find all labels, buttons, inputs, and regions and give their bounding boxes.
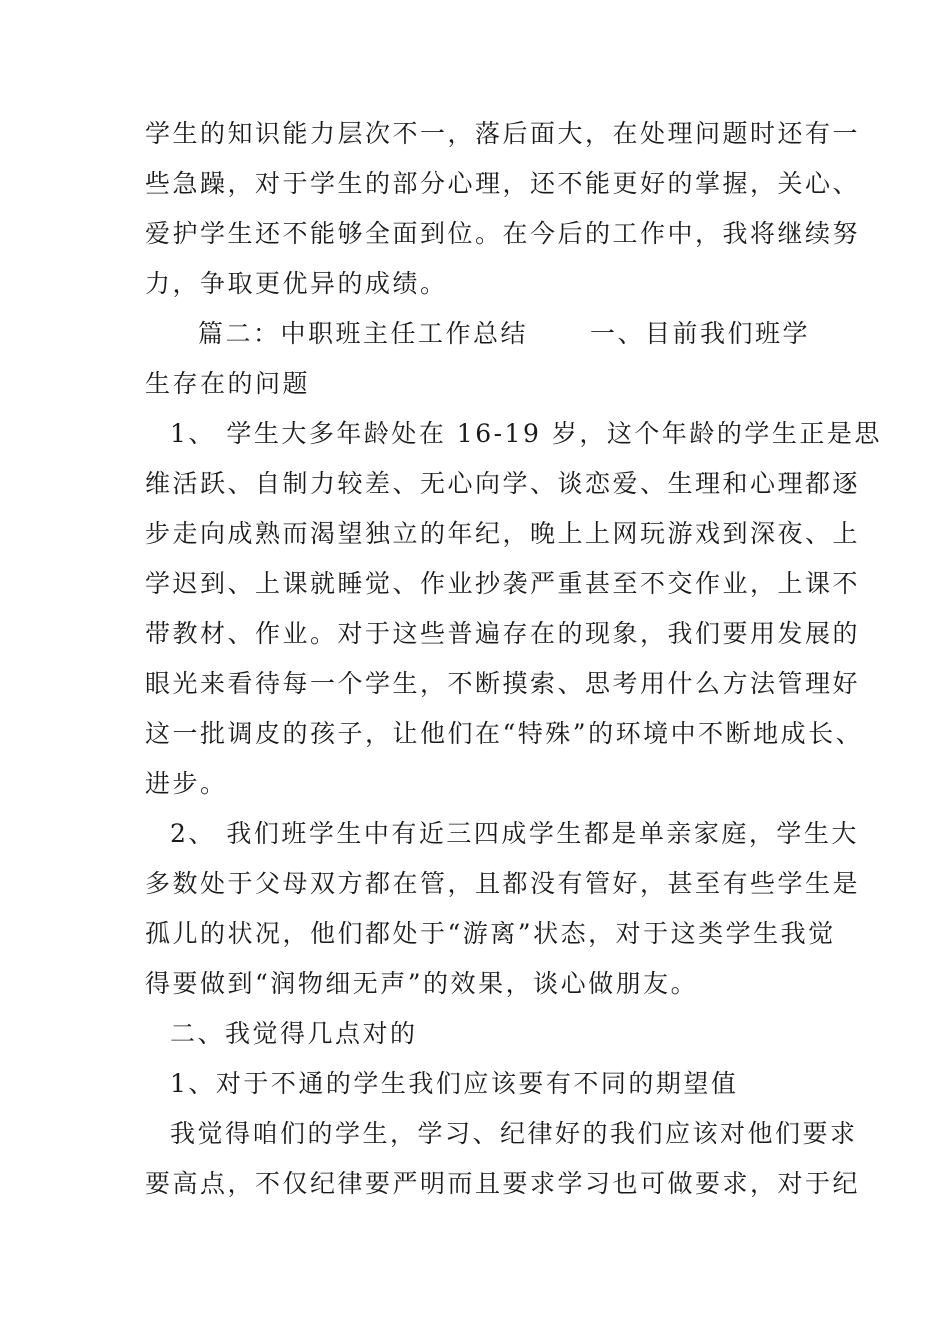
body-text <box>145 109 882 1209</box>
text-line: 生存在的问题 <box>145 369 311 398</box>
text-line: 要高点，不仅纪律要严明而且要求学习也可做要求，对于纪 <box>145 1169 861 1198</box>
section-title: 篇二：中职班主任工作总结 <box>198 319 529 348</box>
text-line: 孤儿的状况，他们都处于“游离”状态，对于这类学生我觉 <box>145 919 836 948</box>
text-line: 学生的知识能力层次不一，落后面大，在处理问题时还有一 <box>145 119 861 148</box>
text-line: 爱护学生还不能够全面到位。在今后的工作中，我将继续努 <box>145 219 861 248</box>
text-line: 我觉得咱们的学生，学习、纪律好的我们应该对他们要求 <box>170 1119 858 1148</box>
text-line: 些急躁，对于学生的部分心理，还不能更好的掌握，关心、 <box>145 169 861 198</box>
text-line: 2、 我们班学生中有近三四成学生都是单亲家庭，学生大 <box>170 819 859 848</box>
text-line: 维活跃、自制力较差、无心向学、谈恋爱、生理和心理都逐 <box>145 469 861 498</box>
text-line: 学迟到、上课就睡觉、作业抄袭严重甚至不交作业，上课不 <box>145 569 861 598</box>
text-line: 步走向成熟而渴望独立的年纪，晚上上网玩游戏到深夜、上 <box>145 519 861 548</box>
text-line: 进步。 <box>145 769 228 798</box>
text-line: 多数处于父母双方都在管，且都没有管好，甚至有些学生是 <box>145 869 861 898</box>
text-line: 带教材、作业。对于这些普遍存在的现象，我们要用发展的 <box>145 619 861 648</box>
section-heading-line <box>145 309 810 359</box>
text-line: 眼光来看待每一个学生，不断摸索、思考用什么方法管理好 <box>145 669 861 698</box>
text-line: 得要做到“润物细无声”的效果，谈心做朋友。 <box>145 969 699 998</box>
text-line: 这一批调皮的孩子，让他们在“特殊”的环境中不断地成长、 <box>145 719 864 748</box>
section-heading: 二、我觉得几点对的 <box>170 1019 418 1048</box>
subsection-heading: 1、对于不通的学生我们应该要有不同的期望值 <box>170 1069 739 1098</box>
text-line: 1、 学生大多年龄处在 16-19 岁，这个年龄的学生正是思 <box>170 419 882 448</box>
subsection-title-start: 一、目前我们班学 <box>589 319 810 348</box>
text-line: 力，争取更优异的成绩。 <box>145 269 448 298</box>
